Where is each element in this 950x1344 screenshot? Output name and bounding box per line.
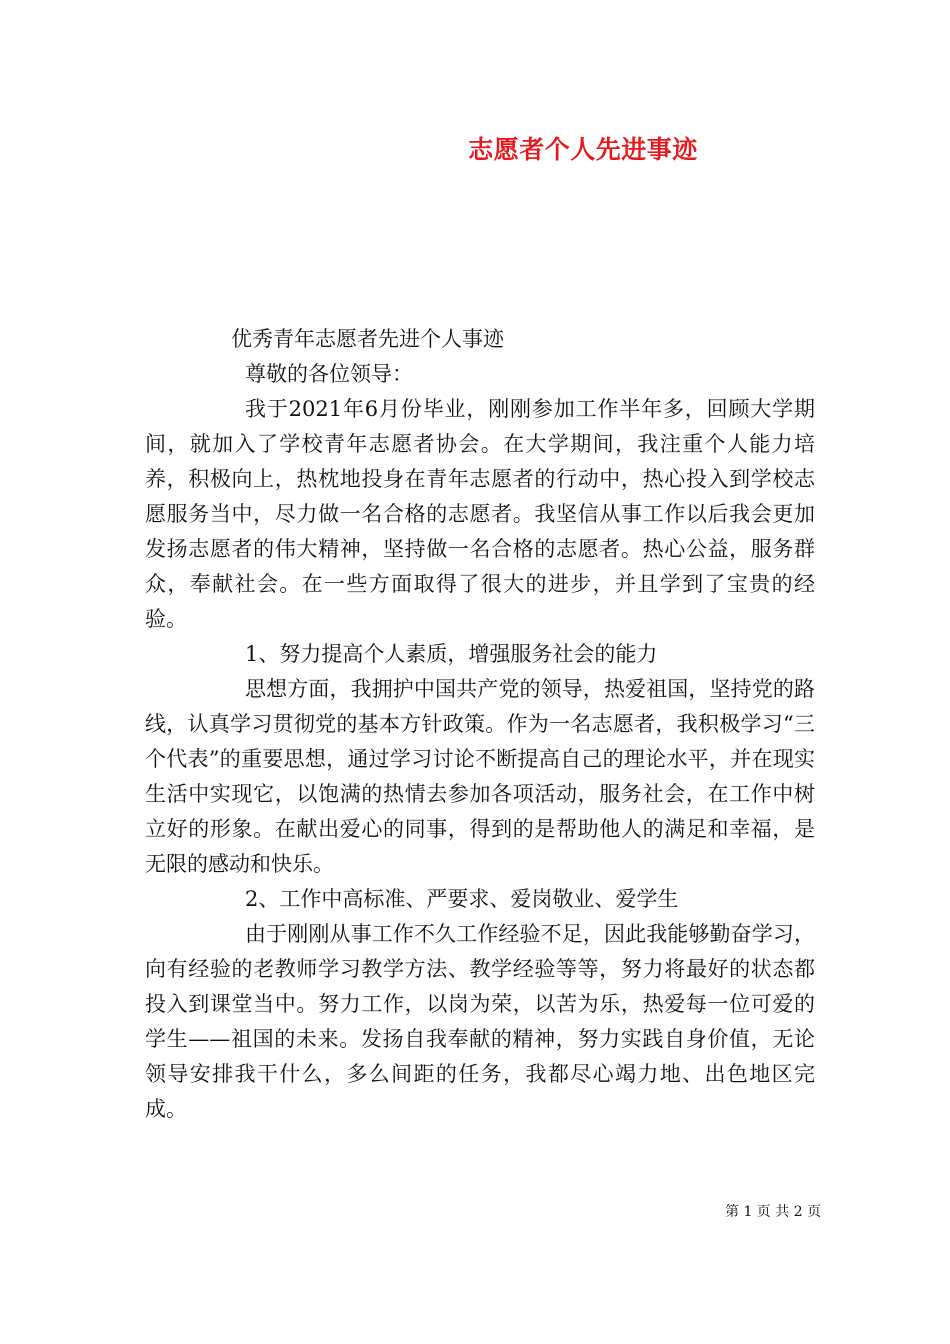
section-heading: 2、工作中高标准、严要求、爱岗敬业、爱学生 [245, 887, 679, 911]
document-subtitle: 优秀青年志愿者先进个人事迹 [231, 327, 504, 351]
document-body [145, 322, 815, 1127]
document-title: 志愿者个人先进事迹 [468, 135, 698, 164]
salutation: 尊敬的各位领导： [245, 362, 413, 386]
section-heading: 1、努力提高个人素质，增强服务社会的能力 [245, 642, 658, 666]
page-number-footer: 第 1 页 共 2 页 [725, 1204, 822, 1220]
body-paragraph: 由于刚刚从事工作不久工作经验不足，因此我能够勤奋学习，向有经验的老教师学习教学方法、教学经验等等，努力将最好的状态都投入到课堂当中。努力工作，以岗为荣，以苦为乐，热爱每一位可爱的学生——祖国的未来。发扬自我奉献的精神，努力实践自身价值，无论领导安排我干什么，多么间距的任务，我都尽心竭力地、出色地区完成。 [145, 922, 815, 1121]
body-paragraph: 思想方面，我拥护中国共产党的领导，热爱祖国，坚持党的路线，认真学习贯彻党的基本方针政策。作为一名志愿者，我积极学习“三个代表”的重要思想，通过学习讨论不断提高自己的理论水平，并在现实生活中实现它，以饱满的热情去参加各项活动，服务社会，在工作中树立好的形象。在献出爱心的同事，得到的是帮助他人的满足和幸福，是无限的感动和快乐。 [145, 677, 815, 876]
body-paragraph: 我于2021年6月份毕业，刚刚参加工作半年多，回顾大学期间，就加入了学校青年志愿者协会。在大学期间，我注重个人能力培养，积极向上，热枕地投身在青年志愿者的行动中，热心投入到学校志愿服务当中，尽力做一名合格的志愿者。我坚信从事工作以后我会更加发扬志愿者的伟大精神，坚持做一名合格的志愿者。热心公益，服务群众，奉献社会。在一些方面取得了很大的进步，并且学到了宝贵的经验。 [145, 397, 815, 631]
